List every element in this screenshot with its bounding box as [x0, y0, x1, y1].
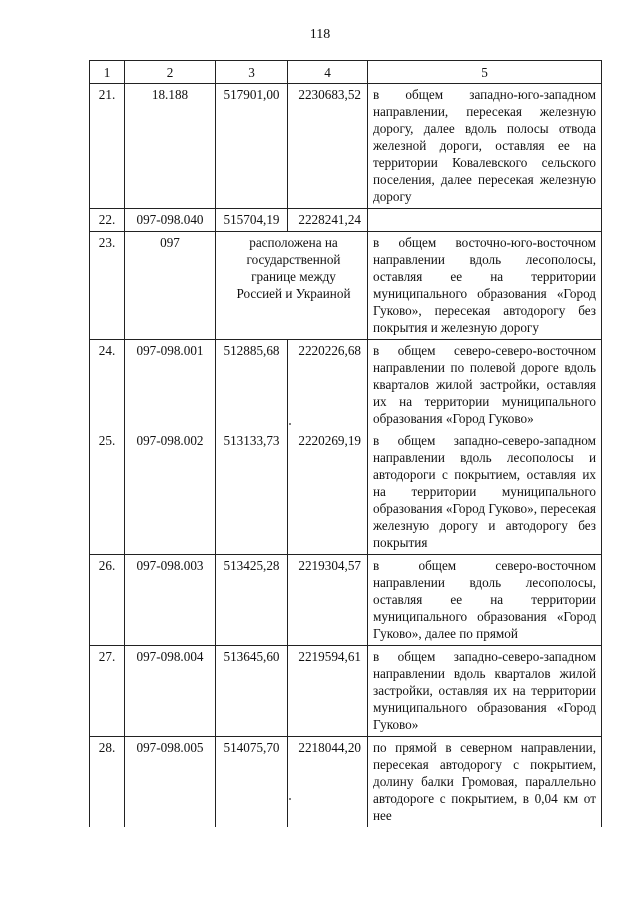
table-row [90, 737, 602, 828]
table-row [90, 340, 602, 431]
route-description: в общем восточно-юго-восточном направлении вдоль лесополосы, оставляя ее на территории муниципального образования «Город Гуково», пересекая автодорогу без покрытия и железную дорогу [368, 232, 602, 340]
row-number: 28. [90, 737, 125, 828]
table-row [90, 232, 602, 340]
point-id: 097-098.040 [125, 209, 216, 232]
route-description: в общем западно-северо-западном направлении вдоль лесополосы и автодороги с покрытием, оставляя их на территории муниципального образования «Город Гуково», пересекая железную дорогу и автодорогу без покрытия [368, 430, 602, 555]
point-id: 18.188 [125, 84, 216, 209]
coordinate-x: 514075,70 [216, 737, 288, 828]
coordinate-x: 513645,60 [216, 646, 288, 737]
row-number: 26. [90, 555, 125, 646]
table-header-row [90, 61, 602, 84]
scan-speck [289, 423, 291, 425]
header-col-2: 2 [125, 61, 216, 84]
route-description: в общем северо-северо-восточном направлении по полевой дороге вдоль кварталов жилой застройки, оставляя их на территории муниципального образования «Город Гуково» [368, 340, 602, 431]
coordinate-x: 512885,68 [216, 340, 288, 431]
point-id: 097-098.005 [125, 737, 216, 828]
row-number: 24. [90, 340, 125, 431]
header-col-3: 3 [216, 61, 288, 84]
row-number: 23. [90, 232, 125, 340]
coordinate-y: 2230683,52 [288, 84, 368, 209]
point-id: 097-098.003 [125, 555, 216, 646]
coordinate-y: 2220226,68 [288, 340, 368, 431]
coordinate-x: 515704,19 [216, 209, 288, 232]
coordinate-y: 2219304,57 [288, 555, 368, 646]
coordinate-x: 517901,00 [216, 84, 288, 209]
header-col-1: 1 [90, 61, 125, 84]
route-description: по прямой в северном направлении, пересекая автодорогу с покрытием, долину балки Громовая, параллельно автодороге с покрытием, в 0,04 км от нее [368, 737, 602, 828]
header-col-4: 4 [288, 61, 368, 84]
point-id: 097-098.002 [125, 430, 216, 555]
route-description: в общем северо-восточном направлении вдоль лесополосы, оставляя ее на территории муниципального образования «Город Гуково», далее по прямой [368, 555, 602, 646]
header-col-5: 5 [368, 61, 602, 84]
table-row [90, 646, 602, 737]
table-row [90, 430, 602, 555]
coordinate-y: 2219594,61 [288, 646, 368, 737]
coordinate-y: 2228241,24 [288, 209, 368, 232]
row-number: 25. [90, 430, 125, 555]
coordinate-x: 513425,28 [216, 555, 288, 646]
page-number: 118 [309, 27, 331, 42]
route-description [368, 209, 602, 232]
point-location-note: расположена на государственной границе между Россией и Украиной [216, 232, 368, 340]
boundary-points-table [89, 60, 602, 827]
table-row [90, 84, 602, 209]
coordinate-x: 513133,73 [216, 430, 288, 555]
row-number: 21. [90, 84, 125, 209]
point-id: 097-098.004 [125, 646, 216, 737]
route-description: в общем западно-юго-западном направлении, пересекая железную дорогу, далее вдоль полосы отвода железной дороги, оставляя ее на территории Ковалевского сельского поселения, далее пересекая железную дорогу [368, 84, 602, 209]
coordinate-y: 2220269,19 [288, 430, 368, 555]
row-number: 27. [90, 646, 125, 737]
scan-speck [289, 798, 291, 800]
point-id: 097 [125, 232, 216, 340]
table-row [90, 209, 602, 232]
coordinate-y: 2218044,20 [288, 737, 368, 828]
table-row [90, 555, 602, 646]
route-description: в общем западно-северо-западном направлении вдоль кварталов жилой застройки, оставляя их на территории муниципального образования «Город Гуково» [368, 646, 602, 737]
row-number: 22. [90, 209, 125, 232]
point-id: 097-098.001 [125, 340, 216, 431]
